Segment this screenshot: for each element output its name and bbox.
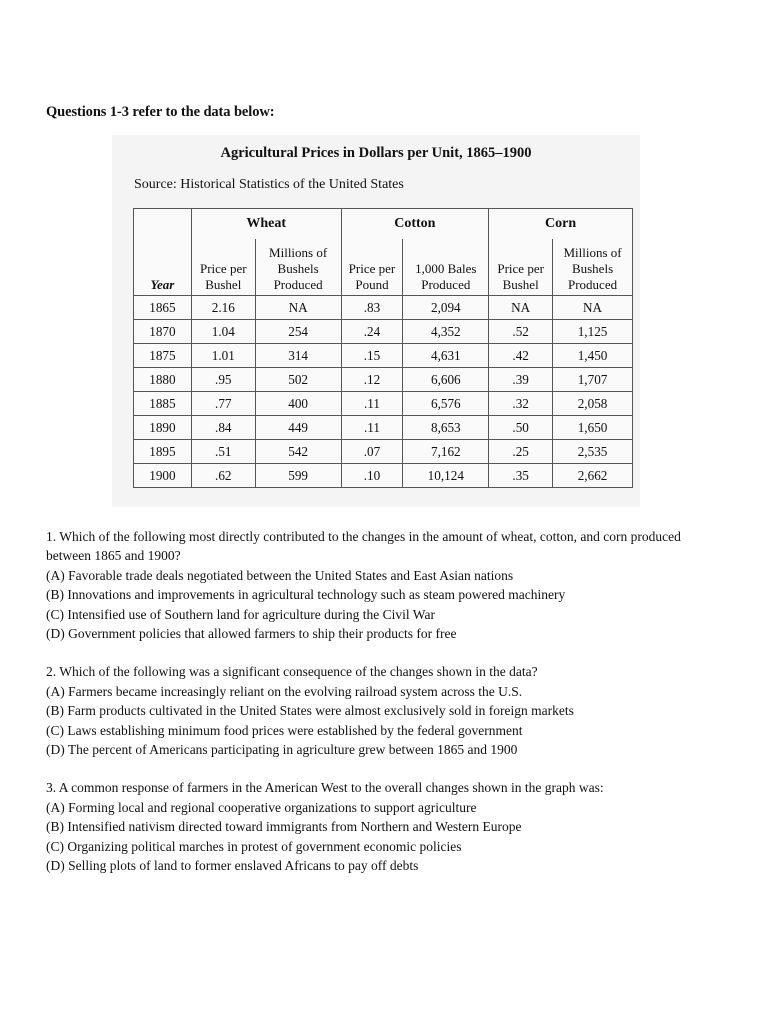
corn-price-cell: .35 (489, 464, 553, 488)
cotton-price-cell: .83 (341, 296, 403, 320)
corn-production-cell: 1,707 (553, 368, 633, 392)
wheat-production-cell: 314 (255, 344, 341, 368)
wheat-price-cell: .77 (191, 392, 255, 416)
table-row (134, 296, 633, 320)
question-block (46, 778, 736, 875)
corn-production-cell: 2,662 (553, 464, 633, 488)
corn-production-cell: 1,450 (553, 344, 633, 368)
answer-option: (A) Forming local and regional cooperative organizations to support agriculture (46, 799, 477, 815)
wheat-price-cell: 1.04 (191, 320, 255, 344)
corn-production-cell: 1,650 (553, 416, 633, 440)
cotton-price-cell: .15 (341, 344, 403, 368)
cotton-production-cell: 4,631 (403, 344, 489, 368)
answer-option: (B) Innovations and improvements in agricultural technology such as steam powered machinery (46, 587, 566, 603)
wheat-price-cell: .84 (191, 416, 255, 440)
year-cell: 1865 (134, 296, 192, 320)
question-stem: 3. A common response of farmers in the American West to the overall changes shown in the graph was: (46, 780, 604, 796)
corn-price-cell: .42 (489, 344, 553, 368)
table-row (134, 392, 633, 416)
cotton-production-cell: 2,094 (403, 296, 489, 320)
question-stem: between 1865 and 1900? (46, 548, 181, 564)
year-cell: 1875 (134, 344, 192, 368)
question-block (46, 662, 736, 759)
answer-option: (B) Farm products cultivated in the United States were almost exclusively sold in foreign markets (46, 703, 574, 719)
cotton-price-cell: .07 (341, 440, 403, 464)
answer-option: (A) Farmers became increasingly reliant on the evolving railroad system across the U.S. (46, 683, 523, 699)
year-cell: 1885 (134, 392, 192, 416)
cotton-production-cell: 10,124 (403, 464, 489, 488)
corn-price-cell: .32 (489, 392, 553, 416)
wheat-production-cell: 400 (255, 392, 341, 416)
corn-production-cell: NA (553, 296, 633, 320)
wheat-production-cell: 449 (255, 416, 341, 440)
table-row (134, 416, 633, 440)
corn-production-header: Millions of Bushels Produced (553, 239, 633, 296)
table-title: Agricultural Prices in Dollars per Unit, 1865–1900 (220, 145, 532, 161)
corn-price-cell: .25 (489, 440, 553, 464)
year-cell: 1900 (134, 464, 192, 488)
agricultural-prices-table (133, 208, 633, 488)
wheat-price-cell: .62 (191, 464, 255, 488)
cotton-price-cell: .24 (341, 320, 403, 344)
year-cell: 1870 (134, 320, 192, 344)
corn-price-cell: .39 (489, 368, 553, 392)
cotton-group-header: Cotton (341, 209, 489, 240)
year-cell: 1880 (134, 368, 192, 392)
table-row (134, 320, 633, 344)
cotton-production-cell: 6,576 (403, 392, 489, 416)
table-row (134, 464, 633, 488)
wheat-production-cell: 254 (255, 320, 341, 344)
cotton-production-cell: 6,606 (403, 368, 489, 392)
table-body (134, 296, 633, 488)
intro-heading: Questions 1-3 refer to the data below: (46, 104, 275, 120)
corn-price-cell: .50 (489, 416, 553, 440)
cotton-price-cell: .11 (341, 416, 403, 440)
wheat-production-cell: 599 (255, 464, 341, 488)
corn-price-header: Price per Bushel (489, 239, 553, 296)
wheat-price-cell: .51 (191, 440, 255, 464)
table-figure (112, 135, 640, 507)
table-row (134, 344, 633, 368)
wheat-production-cell: NA (255, 296, 341, 320)
cotton-production-cell: 7,162 (403, 440, 489, 464)
question-block (46, 527, 736, 643)
year-column-header: Year (134, 239, 192, 296)
answer-option: (A) Favorable trade deals negotiated between the United States and East Asian nations (46, 567, 514, 583)
question-stem: 2. Which of the following was a significant consequence of the changes shown in the data? (46, 664, 538, 680)
cotton-production-cell: 4,352 (403, 320, 489, 344)
table-row (134, 440, 633, 464)
question-list (46, 527, 736, 876)
answer-option: (C) Laws establishing minimum food prices were established by the federal government (46, 722, 523, 738)
wheat-price-cell: 1.01 (191, 344, 255, 368)
wheat-production-cell: 542 (255, 440, 341, 464)
year-cell: 1890 (134, 416, 192, 440)
answer-option: (C) Intensified use of Southern land for agriculture during the Civil War (46, 606, 435, 622)
answer-option: (B) Intensified nativism directed toward immigrants from Northern and Western Europe (46, 819, 522, 835)
corn-price-cell: NA (489, 296, 553, 320)
year-cell: 1895 (134, 440, 192, 464)
corn-production-cell: 2,058 (553, 392, 633, 416)
corn-production-cell: 1,125 (553, 320, 633, 344)
cotton-production-header: 1,000 Bales Produced (403, 239, 489, 296)
year-group-header (134, 209, 192, 240)
cotton-price-cell: .10 (341, 464, 403, 488)
corn-production-cell: 2,535 (553, 440, 633, 464)
wheat-price-cell: .95 (191, 368, 255, 392)
table-source: Source: Historical Statistics of the United States (134, 177, 404, 192)
wheat-price-header: Price per Bushel (191, 239, 255, 296)
cotton-price-header: Price per Pound (341, 239, 403, 296)
cotton-production-cell: 8,653 (403, 416, 489, 440)
question-stem: 1. Which of the following most directly contributed to the changes in the amount of wheat, cotton, and corn produced (46, 529, 681, 544)
answer-option: (C) Organizing political marches in protest of government economic policies (46, 838, 462, 854)
cotton-price-cell: .11 (341, 392, 403, 416)
wheat-price-cell: 2.16 (191, 296, 255, 320)
cotton-price-cell: .12 (341, 368, 403, 392)
answer-option: (D) The percent of Americans participating in agriculture grew between 1865 and 1900 (46, 742, 518, 758)
wheat-production-cell: 502 (255, 368, 341, 392)
wheat-production-header: Millions of Bushels Produced (255, 239, 341, 296)
answer-option: (D) Government policies that allowed farmers to ship their products for free (46, 626, 457, 642)
table-row (134, 368, 633, 392)
corn-price-cell: .52 (489, 320, 553, 344)
wheat-group-header: Wheat (191, 209, 341, 240)
answer-option: (D) Selling plots of land to former enslaved Africans to pay off debts (46, 858, 419, 874)
corn-group-header: Corn (489, 209, 633, 240)
